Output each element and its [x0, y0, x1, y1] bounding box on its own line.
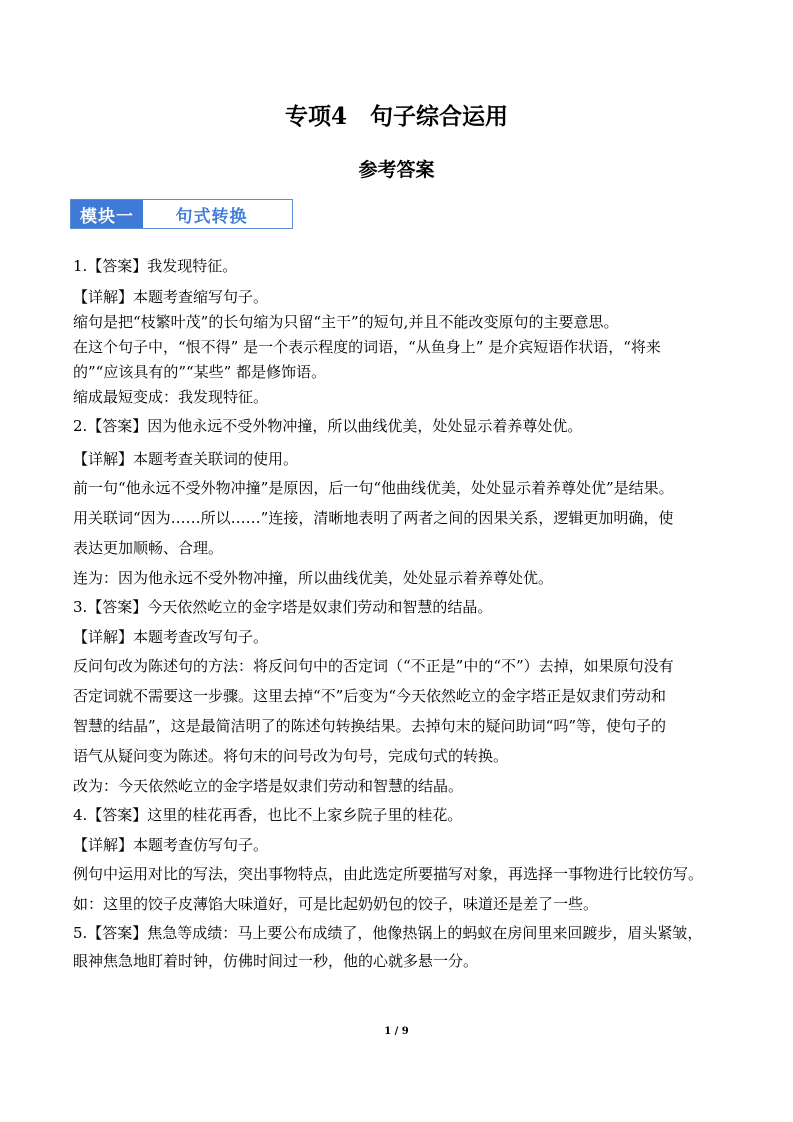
detail-line: 的”“应该具有的”“某些” 都是修饰语。	[73, 363, 327, 381]
detail-line: 用关联词“因为……所以……”连接，清晰地表明了两者之间的因果关系，逻辑更加明确，使	[73, 509, 674, 527]
detail-line: 眼神焦急地盯着时钟，仿佛时间过一秒，他的心就多悬一分。	[73, 952, 479, 970]
module-name: 句式转换	[175, 206, 248, 227]
answer-content	[73, 250, 723, 976]
answer-line: 4.【答案】这里的桂花再香，也比不上家乡院子里的桂花。	[73, 806, 463, 824]
detail-line: 缩句是把“枝繁叶茂”的长句缩为只留“主干”的短句,并且不能改变原句的主要意思。	[73, 313, 619, 331]
detail-line: 如：这里的饺子皮薄馅大味道好，可是比起奶奶包的饺子，味道还是差了一些。	[73, 895, 599, 913]
detail-line: 智慧的结晶”，这是最简洁明了的陈述句转换结果。去掉句末的疑问助词“吗”等，使句子的	[73, 717, 667, 735]
detail-line: 语气从疑问变为陈述。将句末的问号改为句号，完成句式的转换。	[73, 747, 509, 765]
detail-line: 否定词就不需要这一步骤。这里去掉“不”后变为“今天依然屹立的金字塔正是奴隶们劳动和	[73, 687, 667, 705]
detail-line: 【详解】本题考查缩写句子。	[73, 288, 269, 306]
page-number: 1 / 9	[384, 1026, 409, 1037]
module-label: 模块一	[71, 200, 143, 228]
page-title: 专项4 句子综合运用	[284, 103, 508, 130]
detail-line: 连为：因为他永远不受外物冲撞，所以曲线优美，处处显示着养尊处优。	[73, 569, 554, 587]
detail-line: 例句中运用对比的写法，突出事物特点，由此选定所要描写对象，再选择一事物进行比较仿写。	[73, 865, 704, 883]
detail-line: 改为：今天依然屹立的金字塔是奴隶们劳动和智慧的结晶。	[73, 777, 464, 795]
detail-line: 表达更加顺畅、合理。	[73, 539, 224, 557]
module-header	[70, 199, 293, 229]
detail-line: 【详解】本题考查改写句子。	[73, 628, 269, 646]
answer-line: 1.【答案】我发现特征。	[73, 257, 238, 275]
detail-line: 【详解】本题考查关联词的使用。	[73, 450, 299, 468]
detail-line: 前一句“他永远不受外物冲撞”是原因，后一句“他曲线优美，处处显示着养尊处优”是结果。	[73, 479, 674, 497]
answer-line: 5.【答案】焦急等成绩：马上要公布成绩了，他像热锅上的蚂蚁在房间里来回踱步，眉头紧皱，	[73, 924, 703, 942]
page-subtitle: 参考答案	[358, 159, 435, 181]
detail-line: 在这个句子中，“恨不得” 是一个表示程度的词语，“从鱼身上” 是介宾短语作状语，“将来	[73, 338, 661, 356]
detail-line: 反问句改为陈述句的方法：将反问句中的否定词（“不正是”中的“不”）去掉，如果原句没有	[73, 657, 674, 675]
detail-line: 【详解】本题考查仿写句子。	[73, 836, 269, 854]
answer-line: 3.【答案】今天依然屹立的金字塔是奴隶们劳动和智慧的结晶。	[73, 598, 493, 616]
answer-line: 2.【答案】因为他永远不受外物冲撞，所以曲线优美，处处显示着养尊处优。	[73, 417, 583, 435]
detail-line: 缩成最短变成：我发现特征。	[73, 388, 269, 406]
